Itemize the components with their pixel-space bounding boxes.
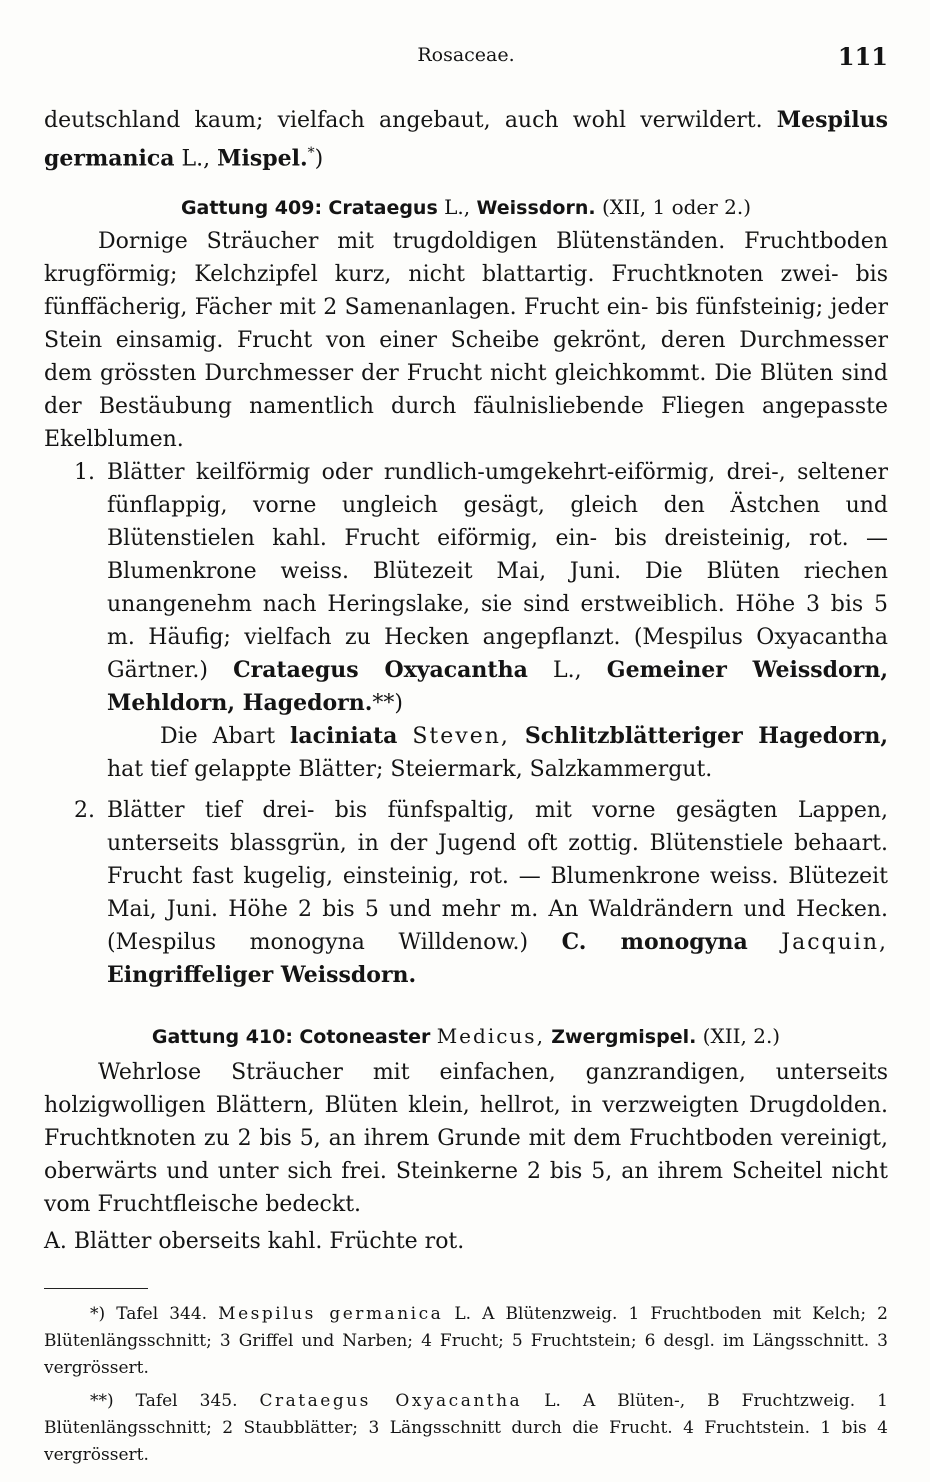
variety-note: [107, 720, 888, 786]
key-item-a: A. Blätter oberseits kahl. Früchte rot.: [44, 1229, 465, 1255]
genus-label: Gattung 409:: [180, 197, 323, 220]
intro-close: ): [314, 146, 324, 172]
item-number: 2.: [74, 798, 95, 824]
intro-author: L.,: [181, 146, 211, 172]
variety-common-name: Schlitzblätteriger Hagedorn,: [524, 723, 889, 750]
footnote-mark: *): [90, 1304, 106, 1325]
item-common-name: Eingriffeliger Weissdorn.: [107, 962, 417, 989]
key-item-1: [44, 456, 888, 786]
genus-author: L.,: [444, 195, 471, 220]
footnote-ref: **: [372, 691, 395, 717]
genus-name: Crataegus: [328, 197, 438, 220]
footnote-divider: [44, 1288, 148, 1289]
footnote-lead: Tafel 345.: [135, 1391, 238, 1412]
item-close: ): [394, 691, 403, 717]
intro-paragraph: [44, 104, 888, 175]
main-text: [44, 104, 888, 1469]
intro-common-name: Mispel.: [217, 145, 308, 172]
genus-description: Dornige Sträucher mit trugdoldigen Blütenständen. Fruchtboden krugförmig; Kelchzipfel kurz, nicht blattartig. Fruchtknoten zwei- bis fünffächerig, Fächer mit 2 Samenanlagen. Frucht ein- bis fünfsteinig; jeder Stein einsamig. Frucht von einer Scheibe gekrönt, deren Durchmesser dem grössten Durchmesser der Frucht nicht gleichkommt. Die Blüten sind der Bestäubung namentlich durch fäulnisliebende Fliegen angepasste Ekelblumen.: [44, 229, 888, 453]
item-common-name: Gemeiner Weissdorn, Mehldorn, Hagedorn.: [107, 657, 888, 717]
footnote-text: L. A Blütenzweig. 1 Fruchtboden mit Kelch; 2 Blütenlängsschnitt; 3 Griffel und Narben; 4 Frucht; 5 Fruchtstein; 6 desgl. im Längsschnitt. 3 vergrössert.: [44, 1304, 888, 1379]
item-species: C. monogyna: [561, 929, 748, 956]
footnote-2: [44, 1388, 888, 1469]
item-text: Blätter tief drei- bis fünfspaltig, mit vorne gesägten Lappen, unterseits blassgrün, in der Jugend oft zottig. Blütenstiele behaart. Frucht fast kugelig, einsteinig, rot. — Blumenkrone weiss. Blütezeit Mai, Juni. Höhe 2 bis 5 und mehr m. An Waldrändern und Hecken. (Mespilus monogyna Willdenow.): [107, 798, 888, 956]
item-author: Jacquin,: [781, 930, 888, 956]
footnote-text: L. A Blüten-, B Fruchtzweig. 1 Blütenlängsschnitt; 2 Staubblätter; 3 Längsschnitt durch die Frucht. 4 Fruchtstein. 1 bis 4 vergrössert.: [44, 1391, 888, 1466]
genus-name: Cotoneaster: [299, 1026, 431, 1049]
key-item-2: [44, 794, 888, 992]
genus-common-name: Weissdorn.: [476, 197, 596, 220]
intro-species: Mespilus germanica: [44, 107, 888, 172]
variety-intro: Die Abart: [160, 724, 276, 750]
genus-info: (XII, 1 oder 2.): [601, 195, 752, 220]
genus-info: (XII, 2.): [702, 1024, 781, 1049]
footnote-species: Mespilus germanica: [218, 1304, 444, 1325]
footnote-1: [44, 1301, 888, 1382]
page-number: 111: [837, 42, 888, 71]
intro-text: deutschland kaum; vielfach angebaut, auch wohl verwildert.: [44, 108, 763, 133]
variety-name: laciniata: [290, 723, 398, 750]
footnote-species: Crataegus Oxyacantha: [259, 1391, 523, 1412]
genus-heading-410: [44, 1024, 888, 1048]
item-author: L.,: [553, 658, 582, 684]
genus-author: Medicus,: [436, 1024, 545, 1049]
running-head: Rosaceae.: [417, 44, 515, 66]
footnote-mark: **): [90, 1391, 114, 1412]
page-header: [44, 44, 888, 74]
genus-common-name: Zwergmispel.: [551, 1026, 697, 1049]
variety-text: hat tief gelappte Blätter; Steiermark, Salzkammergut.: [107, 757, 713, 783]
item-number: 1.: [74, 460, 95, 486]
variety-author: Steven,: [412, 724, 510, 750]
item-species: Crataegus Oxyacantha: [233, 657, 528, 684]
genus-heading-409: [44, 195, 888, 219]
footnote-ref: *: [307, 145, 315, 161]
genus-label: Gattung 410:: [151, 1026, 293, 1049]
genus-description: Wehrlose Sträucher mit einfachen, ganzrandigen, unterseits holzigwolligen Blättern, Blüten klein, hellrot, in verzweigten Drugdolden. Fruchtknoten zu 2 bis 5, an ihrem Grunde mit dem Fruchtboden vereinigt, oberwärts und unter sich frei. Steinkerne 2 bis 5, an ihrem Scheitel nicht vom Fruchtfleische bedeckt.: [44, 1060, 888, 1218]
item-text: Blätter keilförmig oder rundlich-umgekehrt-eiförmig, drei-, seltener fünflappig, vorne ungleich gesägt, gleich den Ästchen und Blütenstielen kahl. Frucht eiförmig, ein- bis dreisteinig, rot. — Blumenkrone weiss. Blütezeit Mai, Juni. Die Blüten riechen unangenehm nach Heringslake, sie sind erstweiblich. Höhe 3 bis 5 m. Häufig; vielfach zu Hecken angepflanzt. (Mespilus Oxyacantha Gärtner.): [107, 460, 888, 684]
footnote-lead: Tafel 344.: [116, 1304, 208, 1325]
